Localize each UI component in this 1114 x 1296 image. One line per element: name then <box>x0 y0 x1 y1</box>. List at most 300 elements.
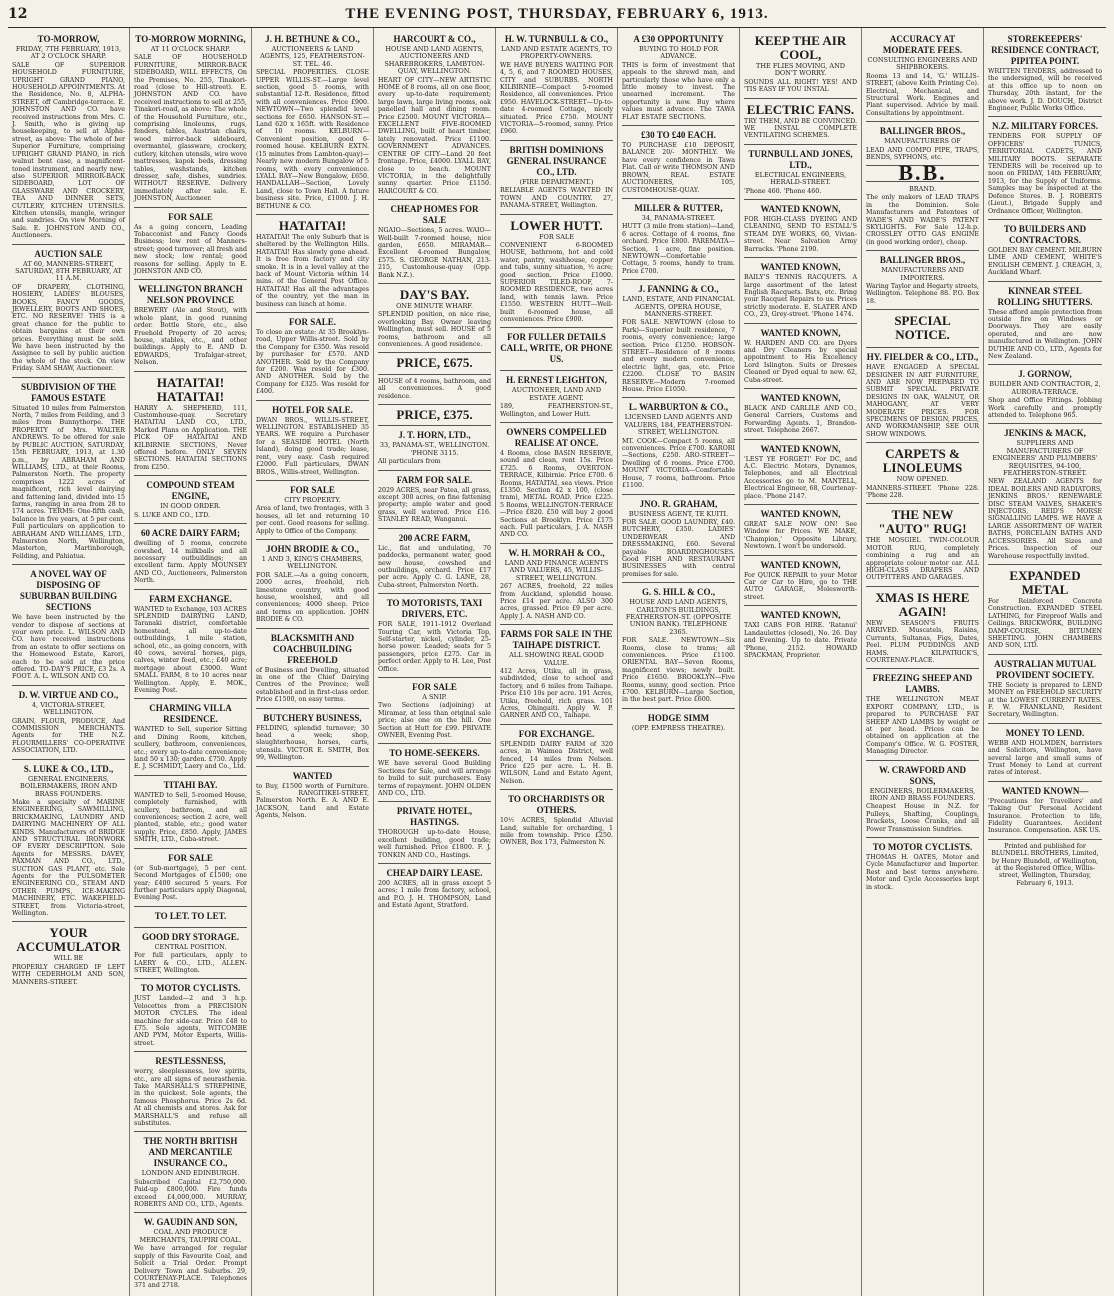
ad-body: CONVENIENT 6-ROOMED HOUSE, bathroom, hot and cold water, pantry, washhouse, copper and tubs, sunny situation, ½ acre; good section. Price £1000. SUPERIOR TILED-ROOF, 7-ROOMED RESIDENCE, two acres land, with tennis lawn. Price £1550. WESTERN HUTT—Well-built 6-roomed house, all conveniences. Price £900. <box>500 241 613 323</box>
ad-body: 2029 ACRES, near Patea, all grass, except 300 acres, on fine fattening property; ample water and good grass, well watered. Price £16. STANLEY READ, Wanganui. <box>378 486 491 524</box>
ad-body: Cheapest House in N.Z. for Pulleys, Shafting, Couplings, Brackets, Loose Cranks, and all Power Transmission Sundries. <box>866 803 979 833</box>
ad-body: HAVE ENGAGED A SPECIAL DESIGNER IN ART FURNITURE, AND ARE NOW PREPARED TO SUBMIT SPECIAL PRIVATE DESIGNS IN OAK, WALNUT, OR MAHOGANY, AT VERY MODERATE PRICES. FOR SPECIMENS OF DESIGN, PRICES, AND WORKMANSHIP, SEE OUR SHOW WINDOWS. <box>866 364 979 438</box>
advertisement <box>744 606 857 663</box>
advertisement <box>12 378 125 566</box>
advertisement <box>866 348 979 443</box>
ad-heading: S. LUKE & CO., LTD., <box>23 763 114 774</box>
ad-heading: KINNEAR STEEL ROLLING SHUTTERS. <box>997 285 1093 307</box>
ad-body: S. LUKE AND CO., LTD. <box>134 511 210 519</box>
ad-subheading: BUYING TO HOLD FOR ADVANCE. <box>638 45 719 61</box>
ad-subheading: AT 11 O'CLOCK SHARP. <box>150 45 231 53</box>
ad-subheading: 34, PANAMA-STREET. <box>641 213 716 222</box>
ad-body: FOR SALE.—As a going concern, 2000 acres, freehold, rich limestone country, with good house, woolshed, and all conveniences; 4000 sheep. Price and terms on application. JOHN BRODIE & CO. <box>256 571 369 624</box>
ad-body: THE WELLINGTON MEAT EXPORT COMPANY, LTD., is prepared to PURCHASE FAT SHEEP AND LAMBS by weight or at per head. Prices can be obtained on application at the Company's Office. W. G. FOSTER, Managing Director. <box>866 696 979 756</box>
ad-heading: DAY'S BAY. <box>399 286 470 302</box>
ad-heading: BALLINGER BROS., <box>879 126 966 137</box>
ad-body: The only makers of LEAD TRAPS in the Dominion. Sole Manufacturers and Patentees of WADE'S AND WADE'S PATENT SKYLIGHTS. For Sale 12-h.p. CROSSLEY OTTO GAS ENGINE (in good working order), cheap. <box>866 194 979 246</box>
advertisement <box>866 251 979 310</box>
advertisement <box>744 145 857 200</box>
ad-heading: WANTED <box>292 770 333 781</box>
ad-body: 'Phone 460. 'Phone 460. <box>744 187 822 195</box>
ad-body: Rooms 13 and 14, 'G.' WILLIS-STREET, (above Keith Printing Co). Electrical, Mechanical, and Structural Work. Engines and Plant supervised. Advice by mail. Consultations by appointment. <box>866 72 979 117</box>
ad-subheading: WILL BE <box>53 954 84 963</box>
ad-heading: AUCTION SALE <box>34 248 103 259</box>
advertisement <box>378 864 491 914</box>
ad-body: of Business and Dwelling, situated in one of the Chief Dairying Centres of the Province; well established and in first-class order. Price £1500, on easy terms. <box>256 666 369 704</box>
ad-subheading: LONDON AND EDINBURGH. <box>141 1169 240 1178</box>
ad-heading: GOOD DRY STORAGE. <box>142 931 239 942</box>
advertisement <box>622 709 735 737</box>
ad-heading: WANTED KNOWN— <box>1001 785 1089 796</box>
page-number: 12 <box>8 6 28 22</box>
ad-subheading: MANUFACTURERS OF <box>884 137 961 146</box>
ad-body: THE Society is prepared to LEND MONEY on FREEHOLD SECURITY at the LOWEST CURRENT RATES. F. W. FRANKLAND, Resident Secretary, Wellington. <box>988 681 1102 719</box>
advertisement <box>378 30 491 200</box>
ad-subheading: ELECTRICAL ENGINEERS, HERALD-STREET. <box>754 170 847 187</box>
advertisement <box>378 426 491 470</box>
advertisement <box>500 423 613 544</box>
ad-body: dwelling of 5 rooms, concrete cowshed, 14 milkbails and all necessary outbuildings; an excellent farm. Apply MOUNSEY AND CO., Auctioneers, Palmerston North. <box>134 540 247 585</box>
advertisement <box>134 1213 247 1293</box>
ad-body: We have been instructed by the vendor to dispose of sections at your own price. L. WILSON AND CO. have received instructions from an estate to offer sections on the Homewood Estate, Karori, each to be sold at the price offered. TO-DAY'S PRICE, £3 2s. A FOOT. A. L. WILSON AND CO. <box>12 614 125 681</box>
ad-heading: J. T. HORN, LTD., <box>398 430 471 441</box>
ad-heading: WANTED KNOWN, <box>760 443 841 454</box>
advertisement <box>378 529 491 594</box>
column-4 <box>374 28 496 1296</box>
advertisement <box>988 565 1102 655</box>
ad-heading: ELECTRIC FANS. <box>746 101 855 117</box>
advertisement <box>256 709 369 767</box>
masthead <box>8 6 1106 28</box>
column-5 <box>496 28 618 1296</box>
ad-heading: KEEP THE AIR COOL, <box>754 33 847 62</box>
column-9 <box>984 28 1106 1296</box>
ad-heading: A NOVEL WAY OF DISPOSING OF SUBURBAN BUILDING SECTIONS <box>19 569 118 613</box>
advertisement <box>866 160 979 186</box>
column-1 <box>8 28 130 1296</box>
ad-body: (or Sub-mortgage), 5 per cent. Second Mortgages of £1500; one year; £400 secured 5 years. For further particulars apply Diagonal, Evening Post. <box>134 864 247 902</box>
advertisement <box>988 655 1102 724</box>
ad-body: WANTED to Sell, 5-roomed House, completely furnished, with scullery, bathroom, and all conveniences; section 2 acre, well planted, stable, etc.; good water supply. Price, £850. Apply, JAMES SMITH, LTD., Cuba-street. <box>134 791 247 844</box>
ad-heading: TO-MORROW, <box>37 34 100 44</box>
ad-body: SOUNDS ALL RIGHT! YES! AND 'TIS EASY IF YOU INSTAL <box>744 78 857 94</box>
ad-heading: BRITISH DOMINIONS GENERAL INSURANCE CO., LTD. <box>506 144 607 177</box>
ad-heading: CHEAP HOMES FOR SALE <box>390 204 479 226</box>
ad-subheading: LAND, ESTATE, AND FINANCIAL AGENTS, OPERA HOUSE, MANNERS-STREET. <box>622 295 735 318</box>
ad-heading: SPECIAL NOTICE. <box>894 313 951 343</box>
ad-heading: HY. FIELDER & CO., LTD., <box>866 352 979 363</box>
ad-body: Two Sections (adjoining) at Miramar, at less than original sale price; also one on the hill. One Section at Hutt for £99. PRIVATE OWNER, Evening Post. <box>378 702 491 739</box>
advertisement <box>378 284 491 353</box>
ad-body: For QUICK REPAIR to your Motor Car or Car to Hire, go to THE AUTO GARAGE, Molesworth-street. <box>744 571 857 601</box>
advertisement <box>988 220 1102 282</box>
ad-subheading: HOUSE AND LAND AGENTS, CARLTON'S BUILDINGS, FEATHERSTON-ST. (OPPOSITE UNION BANK). TELEPHONE 2365. <box>625 598 732 636</box>
ad-heading: HATAITAI! <box>278 217 347 233</box>
ad-body: TO PURCHASE £10 DEPOSIT, BALANCE 20/- MONTHLY. We have every confidence in Tawa Flat. Call or write THOMSON AND BROWN, REAL ESTATE AUCTIONEERS, 105, CUSTOMHOUSE-QUAY. <box>622 142 735 194</box>
ad-heading: WANTED KNOWN, <box>760 262 841 273</box>
ad-subheading: 1 AND 3, KING'S CHAMBERS, WELLINGTON. <box>261 554 364 571</box>
ad-heading: 60 ACRE DAIRY FARM; <box>141 528 240 539</box>
column-grid <box>8 28 1106 1290</box>
advertisement <box>866 669 979 760</box>
advertisement <box>866 761 979 838</box>
ad-body: HATAITAI! The only Suburb that is sheltered by the Wellington Hills. HATAITAI! Has slowly gone ahead. It is free from factory and city smoke. It is in a level valley at the back of Mount Victoria within 14 mins. of the General Post Office. HATAITAI! Has all the advantages of the country, yet the man in business can lunch at home. <box>256 233 369 308</box>
advertisement <box>500 544 613 625</box>
advertisement <box>12 922 125 990</box>
ad-body: 189, FEATHERSTON-ST., Wellington, and Lower Hutt. <box>500 403 613 418</box>
advertisement <box>622 398 735 494</box>
advertisement <box>378 744 491 802</box>
ad-subheading: NOW OPENED. <box>896 475 949 484</box>
ad-subheading: (OPP. EMPRESS THEATRE). <box>631 723 726 732</box>
ad-subheading: AUCTIONEER, LAND AND ESTATE AGENT. <box>511 386 602 402</box>
advertisement <box>622 126 735 199</box>
advertisement <box>744 200 857 258</box>
advertisement <box>256 30 369 215</box>
advertisement <box>378 594 491 678</box>
ad-heading: J. GORNOW, <box>1018 369 1072 380</box>
ad-body: THOROUGH up-to-date House, excellent building, good trade; well furnished. Price £1800. F. J. TONKIN AND CO., Hastings. <box>378 829 491 859</box>
ad-body: SALE OF HOUSEHOLD FURNITURE, MIRROR-BACK SIDEBOARD, WILL EFFECTS, On the Premises, No. 255, Tinakori-road (close to Hill-street). E. JOHNSTON AND CO. have received instructions to sell at 255, Tinakori-road, as above: The whole of the Household Furniture, etc., comprising linoleums, rugs, fenders, tables, Austrian chairs, wood mirror-back sideboard, overmantel, glassware, crockery, cutlery, kitchen utensils, wire wove mattresses, kapok beds, dressing tables, washstands, kitchen dresser, safe, dishes, sundries. WITHOUT RESERVE. Delivery immediately after sale. E. JOHNSTON, Auctioneer. <box>134 54 247 203</box>
ad-heading: BUTCHERY BUSINESS, <box>263 712 362 723</box>
ad-body: FOR SALE. NEWTOWN—Six Rooms, close to trams; all conveniences. Price £1100. ORIENTAL BAY—Seven Rooms, magnificent views; newly built. Price £1650. BROOKLYN—Five Rooms, sunny, good section. Price £700. KELBURN—Large Section, in the best part. Price £600. <box>622 637 735 704</box>
advertisement <box>134 476 247 524</box>
ad-heading: TO LET. TO LET. <box>154 910 227 921</box>
ad-heading: EXPANDED METAL <box>1009 567 1081 597</box>
advertisement <box>622 495 735 584</box>
ad-body: MT. COOK—Compact 5 rooms, all conveniences. Price £700. KARORI—Sections, £250. ARO-STREET—Dwelling of 6 rooms. Price £700. MOUNT VICTORIA—Comfortable House, 7 rooms, bathroom. Price £1100. <box>622 437 735 490</box>
advertisement <box>744 324 857 389</box>
ad-heading: COMPOUND STEAM ENGINE, <box>146 480 235 502</box>
advertisement <box>134 280 247 371</box>
advertisement <box>378 353 491 374</box>
ad-subheading: ALL SHOWING REAL GOOD VALUE. <box>509 651 604 667</box>
ad-heading: OWNERS COMPELLED REALISE AT ONCE. <box>506 427 607 448</box>
ad-heading: TITAHI BAY. <box>163 779 218 790</box>
ad-heading: TO HOME-SEEKERS. <box>389 748 480 759</box>
advertisement <box>988 282 1102 366</box>
ad-subheading: MANUFACTURERS AND IMPORTERS. <box>881 266 964 282</box>
advertisement <box>500 371 613 423</box>
ad-body: WANTED to Exchange, 103 ACRES SPLENDID DAIRYING LAND, Taranaki district, comfortable homestead, all up-to-date outbuildings, 1 mile station, school, etc., as going concern, with 40 cows, several horses, pigs, calves, winter feed, etc.; £40 acre; mortgage about £3000. Want SMALL FARM, 8 to 10 acres near Wellington. Apply, E. MOK., Evening Post. <box>134 605 247 694</box>
imprint: Printed and published for BLUNDELL BROTHERS, Limited, by Henry Blundell, of Wellington, at the Registered Office, Willis-street, Wellington, Thursday, February 6, 1913. <box>991 842 1099 887</box>
advertisement <box>866 182 979 251</box>
advertisement <box>744 440 857 505</box>
ad-body: Shop and Office Fittings. Jobbing Work carefully and promptly attended to. Telephone 965. <box>988 397 1102 419</box>
ad-heading: H. ERNEST LEIGHTON, <box>506 375 607 386</box>
ad-heading: FARMS FOR SALE IN THE TAIHAPE DISTRICT. <box>500 629 613 651</box>
advertisement <box>134 776 247 849</box>
ad-subheading: BUSINESS AGENT, TE KUITI. <box>628 509 729 518</box>
column-6 <box>618 28 740 1296</box>
advertisement <box>500 141 613 215</box>
ad-heading: PRIVATE HOTEL, HASTINGS. <box>396 806 473 828</box>
advertisement <box>866 504 979 586</box>
ad-body: TENDERS FOR SUPPLY OF OFFICERS' TUNICS, TERRITORIAL CADETS, AND MILITARY BOOTS. SEPARATE TENDERS will be received up to noon on FRIDAY, 14th FEBRUARY, 1913, for the Supply of Uniforms. Samples may be inspected at the Defence Stores. B. J. ROBERTS (Lieut.), Brigade Supply and Ordnance Officer, Wellington. <box>988 133 1102 215</box>
advertisement <box>12 565 125 686</box>
ad-body: FOR SALE. GOOD LAUNDRY, £40. BUTCHERY, £350. LADIES' UNDERWEAR AND DRESSMAKING, £60. Several payable BOARDINGHOUSES. Good FISH AND RESTAURANT BUSINESSES with central premises for sale. <box>622 518 735 578</box>
ad-body: All particulars from <box>378 458 441 466</box>
ad-body: NEW SEASON'S FRUITS ARRIVED. Muscatels, Raisins, Currants, Sultanas, Figs, Dates, Peel. PLUM PUDDINGS AND HAMS. KILPATRICK'S, COURTENAY-PLACE. <box>866 619 979 664</box>
ad-heading: JNO. R. GRAHAM, <box>639 498 718 509</box>
advertisement <box>988 117 1102 219</box>
advertisement <box>744 505 857 556</box>
ad-body: JUST Landed—2 and 3 h.p. Velocettes from a PRECISION MOTOR CYCLES. The ideal machine for side-car. Price £48 to £75. Sole agents, WITCOMBE AND PYM, Motor Experts, Willis-street. <box>134 995 247 1047</box>
ad-heading: H. W. TURNBULL & CO., <box>504 34 609 44</box>
advertisement <box>134 30 247 208</box>
advertisement <box>12 686 125 760</box>
advertisement <box>256 481 369 540</box>
advertisement <box>134 849 247 907</box>
advertisement <box>256 215 369 313</box>
ad-heading: HODGE SIMM <box>647 712 710 723</box>
ad-body: 10½ ACRES, Splendid Alluvial Land, suitable for orcharding, 1 mile from township. Price £250. OWNER, Box 173, Palmerston N. <box>500 817 613 847</box>
advertisement <box>988 365 1102 424</box>
ad-body: HARRY A. SHEPHERD, 111, Customhouse-quay. Secretary HATAITAI LAND CO., LTD., Marked Plans on Application. THE PICK OF HATAITAI AND KILBIRNIE SECTIONS, Never offered before. ONLY SEVEN SECTIONS. HATAITAI SECTIONS from £250. <box>134 404 247 471</box>
advertisement <box>256 767 369 824</box>
ad-heading: D. W. VIRTUE AND CO., <box>18 689 119 700</box>
advertisement <box>12 760 125 923</box>
ad-subheading: LAND AND FINANCE AGENTS AND VALUERS, 45, WILLIS-STREET, WELLINGTON. <box>504 558 609 582</box>
advertisement <box>866 310 979 348</box>
ad-body: PROPERLY CHARGED IF LEFT WITH CEDERHOLM AND SON, MANNERS-STREET. <box>12 963 125 986</box>
ad-heading: BLACKSMITH AND COACHBUILDING FREEHOLD <box>270 632 355 665</box>
ad-heading: TO MOTOR CYCLISTS. <box>140 983 241 994</box>
ad-body: WRITTEN TENDERS, addressed to the undersigned, will be received at this office up to noon on Thursday, 20th instant, for the above work. J. D. DOUCH, District Engineer, Public Works Office. <box>988 68 1102 113</box>
ad-body: Area of land, two frontages, with 3 houses, all let and returning 10 per cent. Good reasons for selling. Apply to Office of the Company. <box>256 505 369 535</box>
ad-body: RELIABLE AGENTS WANTED IN TOWN AND COUNTRY. 27, PANAMA-STREET, Wellington. <box>500 187 613 210</box>
ad-subheading: FOR SALE <box>538 232 574 241</box>
advertisement <box>988 424 1102 565</box>
advertisement <box>988 782 1102 840</box>
brand-logo: B.B. <box>898 160 947 186</box>
ad-subheading: ONE MINUTE WHARF. <box>396 301 473 310</box>
advertisement <box>256 313 369 401</box>
ad-heading: CARPETS & LINOLEUMS <box>882 446 963 476</box>
advertisement <box>134 1132 247 1213</box>
ad-subheading: THE FLIES MOVING, AND DON'T WORRY. <box>756 62 845 78</box>
advertisement <box>500 725 613 790</box>
advertisement <box>378 471 491 529</box>
ad-body: GOLDEN BAY CEMENT. MILBURN LIME AND CEMENT, WHITE'S ENGLISH CEMENT. J. CREAGH, 3, Auckland Wharf. <box>988 246 1102 277</box>
column-8 <box>862 28 984 1296</box>
ad-body: BAILY'S TENNIS RACQUETS. A large assortment of the latest English Racquets. Bats, etc. Bring your Racquet Repairs to us. Prices strictly moderate. E. SLATER AND CO., 23, Grey-street. 'Phone 1474. <box>744 274 857 319</box>
advertisement <box>744 30 857 99</box>
ad-subheading: A SNIP. <box>422 692 447 701</box>
ad-body: BREWERY (Ale and Stout), with whole plant, in good running order. Bottle Store, etc., also Freehold Property of 20 acres; house, stables, etc., and other buildings. Apply to E. AND D. EDWARDS, Trafalgar-street, Nelson. <box>134 307 247 367</box>
advertisement <box>134 979 247 1052</box>
advertisement <box>744 389 857 440</box>
ad-body: SPLENDID DAIRY FARM of 320 acres, in Waimea District, well fenced, 14 miles from Nelson. Price £25 per acre. L. H. B. WILSON, Land and Estate Agent, Nelson. <box>500 740 613 785</box>
ad-subheading: GENERAL ENGINEERS, BOILERMAKERS, IRON AND BRASS FOUNDERS. <box>19 774 118 798</box>
advertisement <box>622 30 735 126</box>
advertisement <box>500 215 613 329</box>
ad-subheading: BUILDER AND CONTRACTOR, 2, AURORA-TERRACE. <box>989 380 1101 396</box>
advertisement <box>866 587 979 669</box>
ad-heading: W. H. MORRAH & CO., <box>508 547 605 558</box>
ad-heading: TO MOTOR CYCLISTS. <box>872 842 973 852</box>
ad-subheading: HOUSE AND LAND AGENTS, AUCTIONEERS AND SHAREBROKERS, LAMBTON-QUAY, WELLINGTON. <box>384 45 485 76</box>
advertisement <box>134 524 247 589</box>
ad-heading: ACCURACY AT MODERATE FEES. <box>882 34 963 55</box>
ad-heading: CHEAP DAIRY LEASE. <box>386 868 483 879</box>
ad-heading: BALLINGER BROS., <box>879 255 966 266</box>
ad-body: SPLENDID position, on nice rise, overlooking Bay. Owner leaving Wellington, must sell. HOUSE of 5 rooms, bathroom and all conveniences. A good residence. <box>378 311 491 348</box>
ad-subheading: LICENSED LAND AGENTS AND VALUERS, 184, FEATHERSTON-STREET, WELLINGTON. <box>624 413 733 437</box>
ad-heading: FREEZING SHEEP AND LAMBS. <box>872 673 973 695</box>
ad-heading: FOR SALE <box>168 211 213 222</box>
advertisement <box>378 375 491 405</box>
advertisement <box>866 30 979 122</box>
ad-body: Situated 10 miles from Palmerston North, 7 miles from Feilding, and 3 miles from Bunnythorpe. THE PROPERTY of Mrs. WALTER ANDREWS. To be offered for sale by PUBLIC AUCTION, SATURDAY, 15th FEBRUARY, 1913, at 1.30 p.m., by ABRAHAM AND WILLIAMS, LTD., at their Rooms, Palmerston North. The property comprises 1222 acres of magnificent, rich level dairying and fattening land, divided into 15 farms, ranging in area from 28 to 174 acres. TERMS: One-fifth cash, balance in five years, at 5 per cent. Full particulars on application to ABRAHAM AND WILLIAMS, LTD., Palmerston North, Wellington, Masterton, Martinborough, Feilding, and Pahiatua. <box>12 404 125 560</box>
ad-body: Subscribed Capital £2,750,000. Paid-up £800,000. Fire funds exceed £4,000,000. MURRAY, ROBERTS AND CO., LTD., Agents. <box>134 1178 247 1209</box>
ad-subheading: AT 60, MANNERS-STREET, SATURDAY, 8TH FEBRUARY, AT 11 A.M. <box>15 259 122 283</box>
ad-heading: AUSTRALIAN MUTUAL PROVIDENT SOCIETY. <box>994 658 1096 680</box>
ad-subheading: CITY PROPERTY. <box>284 495 341 504</box>
ad-heading: JOHN BRODIE & CO., <box>266 543 359 554</box>
ad-heading: XMAS IS HERE AGAIN! <box>875 589 970 619</box>
advertisement <box>378 802 491 864</box>
ad-heading: WANTED KNOWN, <box>760 327 841 338</box>
ad-heading: N.Z. MILITARY FORCES. <box>992 121 1098 132</box>
ad-subheading: BRAND. <box>908 184 937 193</box>
ad-heading: TO BUILDERS AND CONTRACTORS. <box>1003 223 1087 245</box>
advertisement <box>500 790 613 851</box>
ad-heading: SUBDIVISION OF THE FAMOUS ESTATE <box>20 381 117 403</box>
ad-body: For full particulars, apply to LAERY & CO., LTD., ALLEN-STREET, Wellington. <box>134 952 247 974</box>
advertisement <box>500 328 613 371</box>
advertisement <box>12 245 125 378</box>
column-3 <box>252 28 374 1296</box>
ad-body: SPECIAL PROPERTIES. CLOSE UPPER WILLIS-ST.—Large level section, good 5 rooms, with substantial 12-ft. Residence, fitted with all conveniences. Price £900. NEWTOWN—Two splendid level sections for £650. HANSON-ST.—Land 620 x 165ft. with Residence of 10 rooms. KELBURN—Convenient position, good 6-roomed house. KELBURN EXTN. (15 minutes from Lambton-quay)—Nearly new modern Bungalow of 5 rooms, with every convenience. LYALL BAY—New Bungalow, £650. HANDALLAH—Section, Lovely Land, close to Town Hall. A future business site. Price, £1000. J. H. BETHUNE & CO. <box>256 69 369 210</box>
ad-body: NGAIO—Sections, 5 acres. WAIO—Well-built 7-roomed house, nice garden, £650. MIRAMAR—Excellent 4-roomed Bungalow, £575. S. GEORGE NATHAN, 213-215, Customhouse-quay (Opp. Bank N.Z.). <box>378 227 491 279</box>
ad-body: 200 ACRES, all in grass except 5 acres; 1 mile from factory, school, and P.O. J. H. THOMPSON, Land and Estate Agent, Stratford. <box>378 880 491 910</box>
ad-heading: MONEY TO LEND. <box>1005 727 1085 738</box>
ad-heading: TURNBULL AND JONES, LTD., <box>748 148 853 170</box>
ad-body: TAXI CABS FOR HIRE. 'Ratanui' Landaulettes (closed), No. 26. Day and Evening. Up to date. Private 'Phone, 2152. HOWARD SPACKMAN, Proprietor. <box>744 622 857 659</box>
ad-body: BLACK AND CARLILE AND CO., General Carriers, Customs and Forwarding Agents. 1, Brandon-street. Telephone 2667. <box>744 404 857 435</box>
column-2 <box>130 28 252 1296</box>
ad-subheading: AUCTIONEERS & LAND AGENTS, 125, FEATHERSTON-ST. TEL. 46. <box>260 45 365 68</box>
ad-price: PRICE, £675. <box>396 355 473 371</box>
ad-body: TRY THEM, AND BE CONVINCED. WE INSTAL COMPLETE VENTILATING SCHEMES. <box>744 117 857 140</box>
ad-body: GRAIN, FLOUR, PRODUCE, And COMMISSION MERCHANTS. Agents for THE N.Z. FLOURMILLERS' CO-OPERATIVE ASSOCIATION, LTD. <box>12 717 125 755</box>
ad-body: Lic., flat and undulating, 70 paddocks, permanent water, good new house, cowshed and outbuildings, orchard. Price £17 per acre. Apply C. G. LANE, 28, Cuba-street, Palmerston North. <box>378 544 491 589</box>
ad-body: To close an estate: At 35 Brooklyn-road, Upper Willis-street. Sold by the Company for £350. Was resold by purchaser for £570. AND ANOTHER. Sold by the Company for £200. Was resold for £300. AND ANOTHER. Sold by the Company for £325. Was resold for £400. <box>256 329 369 396</box>
ad-body: 412 Acres, Utiku, all in grass, subdivided, close to school and factory, and 6 miles from Taihape. Price £10 10s per acre. 191 Acres, Utiku, freehold, rich grass. 101 Acres, Ohingaiti. Apply W. P. GARNER AND CO., Taihape. <box>500 667 613 720</box>
ad-body: WEBB AND HOLMDEN, barristers and Solicitors, Wellington, have several large and small sums of Trust Money to Lend at current rates of interest. <box>988 739 1102 777</box>
ad-subheading: 33, PANAMA-ST., WELLINGTON. 'PHONE 3115. <box>379 441 490 457</box>
ad-heading: FARM FOR SALE. <box>396 474 473 485</box>
ad-heading: LOWER HUTT. <box>510 217 603 233</box>
advertisement <box>134 699 247 775</box>
advertisement <box>866 443 979 504</box>
advertisement <box>988 30 1102 117</box>
ad-heading: G. S. HILL & CO., <box>641 587 715 598</box>
ad-subheading: LAND AND ESTATE AGENTS, TO PROPERTY-OWNERS. <box>501 45 612 61</box>
column-7 <box>740 28 862 1296</box>
advertisement <box>622 280 735 398</box>
advertisement <box>744 258 857 323</box>
ad-heading: WANTED KNOWN, <box>760 559 841 570</box>
ad-heading: FOR SALE. <box>288 317 336 327</box>
advertisement <box>378 678 491 744</box>
advertisement <box>744 556 857 607</box>
ad-body: W. HARDEN AND CO. are Dyers and Dry Cleaners by special appointment to His Excellency Lord Islington. Suits or Dresses Cleaned or Dyed equal to new. 62, Cuba-street. <box>744 339 857 384</box>
ad-body: WANTED to Sell, superior Sitting and Dining Room, kitchen, scullery, bathroom, conveniences, etc.; every up-to-date convenience; land 50 x 130; garden. £750. Apply E. J. SCHMIDT, Laery and Co., Ltd. <box>134 726 247 771</box>
ad-body: LEAD AND COMPO PIPE, TRAPS, BENDS, SYPHONS, etc. <box>866 146 979 162</box>
ad-heading: W. GAUDIN AND SON, <box>143 1217 238 1228</box>
ad-heading: WANTED KNOWN, <box>760 509 841 520</box>
ad-body: to Buy, £1500 worth of Furniture. S. RANGITIKEI-STREET, Palmerston North. E. A. AND E. JACKSON, Land and Estate Agents, Nelson. <box>256 782 369 820</box>
ad-subheading: SUPPLIERS AND MANUFACTURERS OF ENGINEERS' AND PLUMBERS' REQUISITES, 94-100, FEATHERSTON-STREET. <box>992 439 1098 478</box>
advertisement <box>500 30 613 141</box>
ad-heading: J. FANNING & CO., <box>638 284 719 295</box>
ad-body: HUTT (3 mile from station)—Land, 6 acres. Cottage of 4 rooms, fine orchard. Price £800. PAREMATA—Section, 1 acre, fine position. NEWTOWN—Comfortable Cottage, 5 rooms, handy to tram. Price £700. <box>622 223 735 275</box>
advertisement <box>12 30 125 245</box>
ad-heading: HARCOURT & CO., <box>393 34 476 44</box>
ad-body: SALE OF SUPERIOR HOUSEHOLD FURNITURE, UPRIGHT GRAND PIANO, HOUSEHOLD APPOINTMENTS. At the Residence, No. 8, ALPHA-STREET, off Cambridge-terrace. E. JOHNSTON AND CO. have received instructions from Mrs. C. J. Smith, who is giving up housekeeping, to sell at Alpha-street, as above: The whole of her Superior Furniture, comprising UPRIGHT GRAND PIANO, in rich walnut bent case, a magnificent-toned instrument, and nearly new; also SUPERIOR MIRROR-BACK SIDEBOARD, LOT OF GLASSWARE AND CROCKERY, TEA AND DINNER SETS, CUTLERY, KITCHEN UTENSILS. Kitchen utensils, mangle, wringer and sundries. On view Morning of Sale. E. JOHNSTON AND CO., Auctioneers. <box>12 61 125 240</box>
advertisement <box>134 907 247 928</box>
ad-body: worry, sleeplessness, low spirits, etc., are all signs of neurasthenia. Take MARSHALL'S STREPHINE, in the quickest. Sole agents, the famous Phosphorus. Price 2s 6d. At all chemists and stores. Ask for MARSHALL'S and refuse all substitutes. <box>134 1068 247 1128</box>
ad-heading: J. H. BETHUNE & CO., <box>265 34 360 44</box>
ad-body: Make a specialty of MARINE ENGINEERING, SAWMILLING, BRICKMAKING, LAUNDRY AND DAIRYING MACHINERY OF ALL KINDS. Manufacturers of BRIDGE AND STRUCTURAL IRONWORK OF EVERY DESCRIPTION. Sole Agents for MESSRS. DAVEY, PAXMAN AND CO., LTD., SUCTION GAS PLANT, etc. Sole Agents for the PULSOMETER ENGINEERING CO., STEAM AND OTHER PUMPS, ICE-MAKING MACHINERY, ETC. WAKEFIELD-STREET, from Victoria-street, Wellington. <box>12 798 125 917</box>
advertisement <box>256 629 369 709</box>
ad-body: 'Precautions for Travellers' and 'Taking Out' Personal Accident Insurance. Protection to life, Fidelity Guarantees. Accident Insurance. Compensation. ASK US. <box>988 797 1102 835</box>
ad-subheading: COAL AND PRODUCE MERCHANTS, TAUPIRI COAL. <box>139 1228 242 1244</box>
ad-heading: L. WARBURTON & CO., <box>628 402 729 413</box>
ad-body: WE HAVE BUYERS WAITING FOR 4, 5, 6, and 7 ROOMED HOUSES, CITY and SUBURBS. NORTH KILBIRNIE—Compact 5-roomed Residence, all conveniences. Price £950. HAVELOCK-STREET—Up-to-date 4-roomed Cottage, nicely situated. Price £750. MOUNT VICTORIA—5-roomed, sunny. Price £960. <box>500 61 613 136</box>
ad-heading: TO-MORROW MORNING, <box>135 34 246 44</box>
advertisement <box>744 99 857 145</box>
advertisement <box>378 200 491 284</box>
ad-body: FOR HIGH-CLASS DYEING AND CLEANING, SEND TO ESTALL'S STEAM DYE WORKS, 60, Vivian-street. Near Salvation Army Barracks. 'Phone 2190. <box>744 216 857 253</box>
ad-subheading: IN GOOD ORDER. <box>160 502 221 511</box>
ad-subheading: CENTRAL POSITION. <box>154 942 227 951</box>
ad-heading: FOR EXCHANGE. <box>518 728 595 739</box>
newspaper-title: THE EVENING POST, THURSDAY, FEBRUARY 6, 1913. <box>345 6 769 22</box>
ad-body: DWAN BROS., WILLIS-STREET, WELLINGTON. ESTABLISHED 35 YEARS. WE require a Purchaser for a SEASIDE HOTEL (North Island), doing good trade; lease, rent, very easy. Cash required £2000. Full particulars, DWAN BROS., Willis-street, Wellington. <box>256 416 369 476</box>
advertisement <box>134 590 247 700</box>
ad-heading: W. CRAWFORD AND SONS, <box>879 764 966 786</box>
ad-body: WE have several Good Building Sections for Sale, and will arrange to build to suit purchasers. Easy terms of repayment. JOHN OLDEN AND CO., LTD. <box>378 760 491 798</box>
ad-body: As a going concern, Leading Tobacconist and Fancy Goods Business; low rent of Manners-street; good turnover; all fresh and new stock; low rental; good reasons for selling. Apply to E. JOHNSTON AND CO. <box>134 223 247 275</box>
ad-heading: STOREKEEPERS' RESIDENCE CONTRACT, PIPITEA POINT. <box>991 34 1099 66</box>
ad-heading: 200 ACRE FARM, <box>398 532 471 543</box>
ad-subheading: ENGINEERS, BOILERMAKERS, IRON AND BRASS FOUNDERS. <box>869 786 976 802</box>
ad-heading: WANTED KNOWN, <box>760 204 841 215</box>
ad-heading: WANTED KNOWN, <box>760 392 841 403</box>
ad-body: FOR SALE, 1911-1912 Overland Touring Car, with Victoria Top, Self-starter, nickel, cylinder, 25-horse power. Leaded; seats for 5 passengers, price £275. Car in perfect order. Apply to H. Lee, Post Office. <box>378 621 491 673</box>
ad-heading: FOR SALE <box>290 484 335 495</box>
ad-subheading: FRIDAY, 7TH FEBRUARY, 1913, AT 2 O'CLOCK SHARP. <box>15 45 122 61</box>
ad-body: HEART OF CITY—NEW ARTISTIC HOME of 8 rooms, all on one floor, every up-to-date requirement; large lawn, large living rooms, oak panelled hall and dining room. Price £2500. MOUNT VICTORIA—EXCELLENT FIVE-ROOMED DWELLING, built of heart timber, lately renovated. Price £1100. GOVERNMENT ADVANCES. CENTRE OF CITY—Land 20 feet frontage. Price, £4000. LYALL BAY, close to beach. MOUNT VICTORIA, in the delightfully sunny quarter. Price £1150. HARCOURT & CO. <box>378 76 491 195</box>
advertisement <box>134 208 247 281</box>
ad-heading: MILLER & RUTTER, <box>634 202 723 213</box>
ad-heading: TO ORCHARDISTS OR OTHERS. <box>508 794 605 816</box>
ad-heading: CHARMING VILLA RESIDENCE. <box>149 703 232 725</box>
ad-subheading: (FIRE DEPARTMENT.) <box>519 177 594 186</box>
ad-body: FOR SALE. NEWTOWN (close to Park)—Superior built residence, 7 rooms, every convenience; large section. Price £1250. HOBSON-STREET—Residence of 8 rooms and every modern convenience, electric light, gas, etc. Price £2200. CLOSE TO BASIN RESERVE—Modern 7-roomed House. Price £1050. <box>622 319 735 394</box>
ad-body: 267 ACRES, freehold, 22 miles from Auckland, splendid house. Price £14 per acre. ALSO 300 acres, grassed. Price £9 per acre. Apply J. A. NASH AND CO. <box>500 583 613 620</box>
ad-heading: FOR FULLER DETAILS CALL, WRITE, OR PHONE US. <box>500 332 613 365</box>
advertisement <box>134 372 247 477</box>
ad-heading: THE NEW "AUTO" RUG! <box>878 507 967 537</box>
ad-body: NEW ZEALAND AGENTS for IDEAL BOILERS AND RADIATORS, JENKINS BROS.' RENEWABLE DISC STEAM VALVES, SHAKER'S INJECTORS, REID'S MORSE SIGNALLING LAMPS. WE HAVE A LARGE ASSORTMENT OF WATER BATHS, PORCELAIN BATHS AND ACCESSORIES. All Sizes and Prices. Inspection of our Warehouse respectfully invited. <box>988 478 1102 560</box>
ad-heading: FARM EXCHANGE. <box>149 593 232 604</box>
advertisement <box>500 625 613 725</box>
advertisement <box>134 1052 247 1132</box>
